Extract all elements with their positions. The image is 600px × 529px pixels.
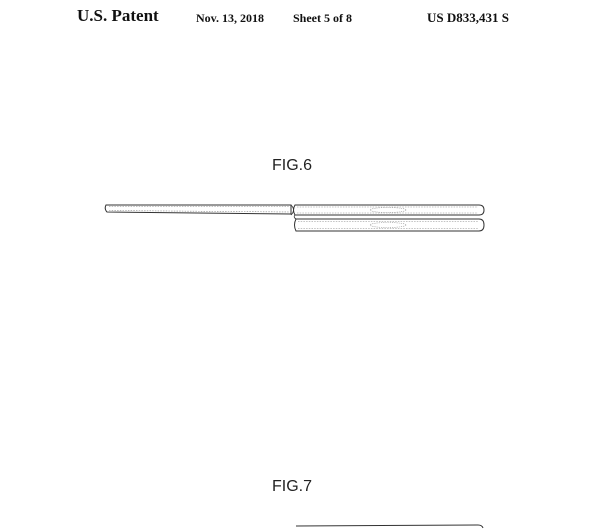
chopsticks-partial-view [0, 515, 600, 529]
sheet-number: Sheet 5 of 8 [293, 11, 352, 25]
patent-date: Nov. 13, 2018 [196, 11, 265, 25]
upper-right-stick-inner [297, 207, 478, 213]
chopsticks-side-view [0, 195, 600, 240]
figure-6-label: FIG.6 [272, 157, 313, 174]
upper-right-stick [294, 205, 485, 215]
figure-7-stick-top [296, 525, 483, 528]
upper-grip-detail [370, 208, 406, 213]
patent-label: U.S. Patent [77, 6, 159, 25]
figure-7-drawing [0, 515, 600, 529]
lower-stick [295, 219, 485, 231]
patent-number: US D833,431 S [427, 10, 509, 25]
figure-6-drawing [0, 195, 600, 240]
figure-7-label: FIG.7 [272, 478, 313, 495]
upper-left-stick-inner [109, 207, 289, 213]
lower-grip-detail [370, 223, 406, 228]
